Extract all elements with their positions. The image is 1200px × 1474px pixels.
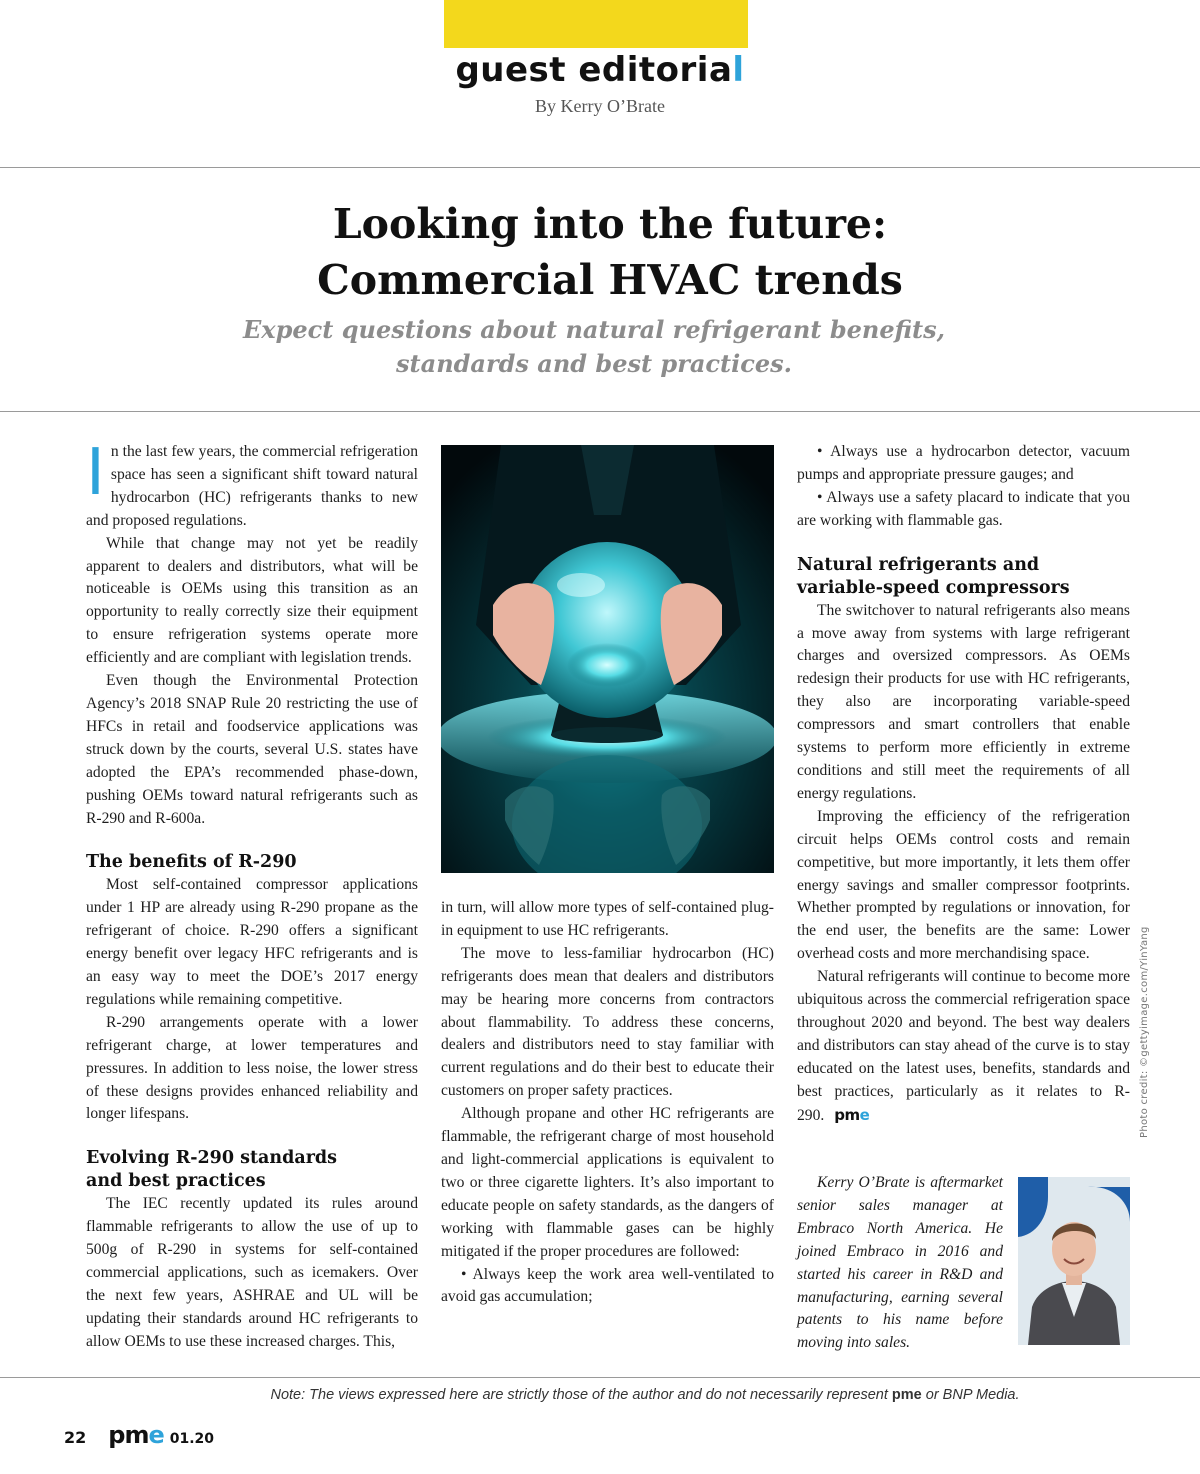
deck xyxy=(0,313,1188,381)
disclaimer-note: Note: The views expressed here are strictly those of the author and do not necessarily represent pme or BNP Media. xyxy=(270,1387,1020,1403)
end-mark-logo: pme xyxy=(834,1105,870,1124)
subhead-benefits: The benefits of R-290 xyxy=(86,852,297,873)
article-paragraph: Natural refrigerants will continue to become more ubiquitous across the commercial refrigeration space throughout 2020 and beyond. The best way dealers and distributors can stay ahead of the curve is to stay educated on the latest uses, benefits, standards and best practices, particularly as it relates to R-290. pme xyxy=(797,968,1130,1124)
top-divider xyxy=(0,167,1200,168)
bullet-item: • Always use a safety placard to indicate that you are working with flammable gas. xyxy=(797,488,1130,529)
article-paragraph: in turn, will allow more types of self-contained plug-in equipment to use HC refrigerants. xyxy=(441,899,774,939)
headline-line-1: Looking into the future: xyxy=(332,200,888,248)
article-paragraph: R-290 arrangements operate with a lower refrigerant charge, at lower temperatures and pressures. In addition to less noise, the lower stress of these designs provides enhanced reliability and longer lifespans. xyxy=(86,1013,418,1123)
issue-date: 01.20 xyxy=(169,1431,215,1447)
deck-line-1: Expect questions about natural refrigerant benefits, xyxy=(243,315,945,344)
drop-cap: I xyxy=(86,436,105,510)
author-photo xyxy=(1018,1177,1130,1345)
author-bio: Kerry O’Brate is aftermarket senior sales manager at Embraco North America. He joined Embraco in 2016 and started his career in R&D and manufacturing, earning several patents to his name before moving into sales. xyxy=(797,1174,1003,1352)
article-paragraph: The move to less-familiar hydrocarbon (HC) refrigerants does mean that dealers and distributors may be hearing more concerns from contractors about flammability. To address these concerns, dealers and distributors need to stay familiar with current regulations and do their best to educate their customers on proper safety practices. xyxy=(441,944,774,1100)
article-paragraph: Although propane and other HC refrigerants are flammable, the refrigerant charge of most household and light-commercial applications is equivalent to two or three cigarette lighters. It’s also important to educate people on safety standards, as the dangers of working with flammable gases can be highly mitigated if the proper procedures are followed: xyxy=(441,1105,774,1260)
headline xyxy=(0,196,1200,308)
section-label xyxy=(0,50,1200,90)
article-paragraph: Even though the Environmental Protection Agency’s 2018 SNAP Rule 20 restricting the use of HFCs in retail and foodservice applications was struck down by the courts, several U.S. states have adopted the EPA’s recommended phase-down, pushing OEMs toward natural refrigerants such as R-290 and R-600a. xyxy=(86,672,418,827)
article-paragraph: The IEC recently updated its rules around flammable refrigerants to allow the use of up to 500g of R-290 in systems for self-contained commercial applications, such as icemakers. Over the next few years, ASHRAE and UL will be updating their standards around HC refrigerants to allow OEMs to use these increased charges. This, xyxy=(86,1195,418,1350)
deck-line-2: standards and best practices. xyxy=(396,349,792,378)
section-label-accent: l xyxy=(732,50,745,90)
headline-line-2: Commercial HVAC trends xyxy=(317,256,903,304)
section-label-main: guest editoria xyxy=(455,50,733,90)
byline: By Kerry O’Brate xyxy=(535,96,665,116)
article-column-1 xyxy=(86,436,418,1354)
author-headshot xyxy=(1018,1177,1130,1345)
article-paragraph: While that change may not yet be readily apparent to dealers and distributors, what will be noticeable is OEMs using this transition as an opportunity to really correctly size their equipment to ensure refrigeration systems operate more efficiently and are compliant with legislation trends. xyxy=(86,534,418,667)
subhead-compressors: Natural refrigerants and variable-speed compressors xyxy=(797,554,1070,598)
crystal-ball-illustration xyxy=(441,445,774,873)
section-color-bar xyxy=(444,0,748,48)
page-number: 22 xyxy=(64,1428,87,1447)
footer-divider xyxy=(0,1377,1200,1378)
article-paragraph: Most self-contained compressor applications under 1 HP are already using R-290 propane as the refrigerant of choice. R-290 offers a significant energy benefit over legacy HFC refrigerants and is an easy way to meet the DOE’s 2017 energy regulations while remaining competitive. xyxy=(86,876,418,1008)
photo-credit: Photo credit: ©gettyimage.com/YinYang xyxy=(1139,926,1150,1138)
subhead-standards: Evolving R-290 standards and best practices xyxy=(86,1148,338,1192)
article-paragraph: Improving the efficiency of the refrigeration circuit helps OEMs control costs and remain competitive, but more importantly, it lets them offer energy savings and smaller compressor footprints. Whether prompted by regulations or innovation, for the end user, the benefits are the same: Lower overhead costs and more merchandising space. xyxy=(797,807,1130,963)
crystal-ball-photo xyxy=(441,445,774,873)
page-folio xyxy=(64,1421,214,1449)
article-paragraph: The switchover to natural refrigerants also means a move away from systems with large refrigerant charges and oversized compressors. As OEMs redesign their products for use with HC refrigerants, they also are incorporating variable-speed compressors and smart controllers that enable systems to perform more efficiently in extreme conditions and still meet the requirements of all energy regulations. xyxy=(797,601,1130,802)
magazine-logo: pme xyxy=(108,1421,164,1449)
article-column-3 xyxy=(797,441,1130,1127)
article-column-2 xyxy=(441,897,774,1309)
headline-divider xyxy=(0,411,1200,412)
bullet-item: • Always use a hydrocarbon detector, vacuum pumps and appropriate pressure gauges; and xyxy=(797,443,1130,483)
bullet-item: • Always keep the work area well-ventilated to avoid gas accumulation; xyxy=(441,1265,774,1306)
article-paragraph: In the last few years, the commercial refrigeration space has seen a significant shift toward natural hydrocarbon (HC) refrigerants thanks to new and proposed regulations. xyxy=(86,436,418,529)
